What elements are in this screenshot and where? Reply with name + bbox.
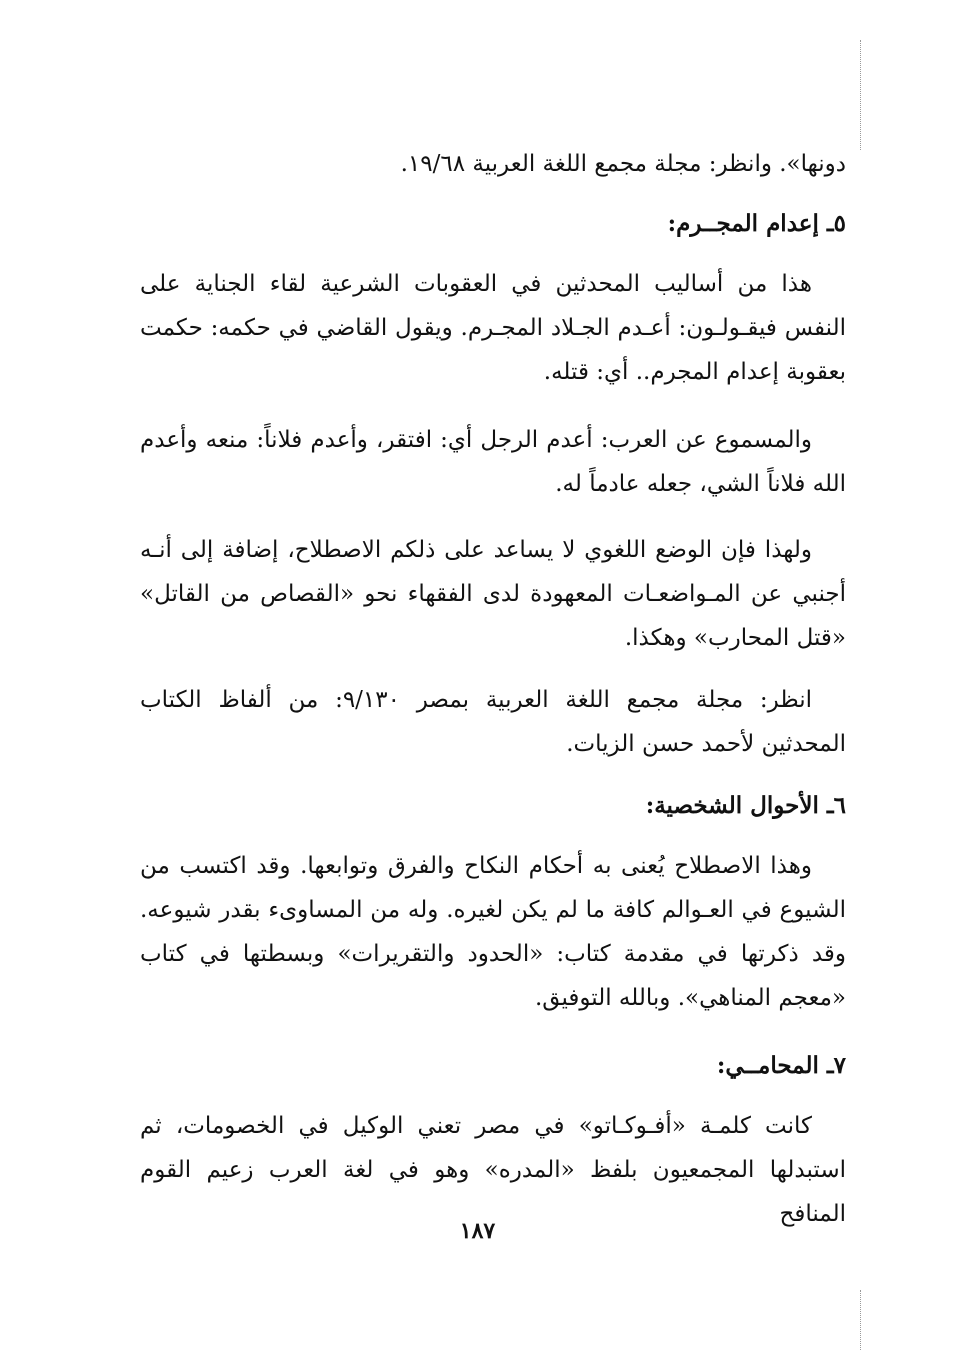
section-5-paragraph-1 [140,262,846,394]
paragraph-text: ولهذا فإن الوضع اللغوي لا يساعد على ذلكم الاصطلاح، إضافة إلى أنـه أجنبي عن المـواضعـات المعهودة لدى الفقهاء نحو «القصاص من القاتل» «قتل المحارب» وهكذا. [140,537,846,651]
section-7-heading: ٧ـ المحامــي: [716,1052,846,1079]
paragraph-text: والمسموع عن العرب: أعدم الرجل أي: افتقر، وأعدم فلاناً: منعه وأعدم الله فلاناً الشي، جعله عادماً له. [140,427,846,497]
paragraph-text: وهذا الاصطلاح يُعنى به أحكام النكاح والفرق وتوابعها. وقد اكتسب من الشيوع في العـوالم كافة ما لم يكن لغيره. وله من المساوىء بقدر شيوعه. وقد ذكرتها في مقدمة كتاب: «الحدود والتقريرات» وبسطتها في كتاب «معجم المناهي». وبالله التوفيق. [140,853,846,1011]
paragraph-text: هذا من أساليب المحدثين في العقوبات الشرعية لقاء الجناية على النفس فيقـولـون: أعـدم الجـلاد المجـرم. ويقول القاضي في حكمه: حكمت بعقوبة إعدام المجرم.. أي: قتله. [140,271,846,385]
margin-dots-top [860,40,865,150]
paragraph-text: كانت كلمـة «أفـوكـاتو» في مصر تعني الوكيل في الخصومات، ثم استبدلها المجمعيون بلفظ «المدره» وهو في لغة العرب زعيم القوم المنافح [140,1113,846,1227]
paragraph-text: انظر: مجلة مجمع اللغة العربية بمصر ٩/١٣٠: من ألفاظ الكتاب المحدثين لأحمد حسن الزيات. [140,687,846,757]
section-6-paragraph-1 [140,844,846,1020]
continuation-line: دونها». وانظر: مجلة مجمع اللغة العربية ١٩/٦٨. [400,151,846,177]
section-5-paragraph-2 [140,418,846,506]
margin-dots-bottom [860,1290,865,1350]
page-number: ١٨٧ [459,1218,496,1244]
section-7-paragraph-1 [140,1104,846,1236]
section-5-paragraph-4 [140,678,846,766]
section-5-paragraph-3 [140,528,846,660]
section-5-heading: ٥ـ إعدام المجــرم: [667,210,846,237]
section-6-heading: ٦ـ الأحوال الشخصية: [645,792,846,819]
